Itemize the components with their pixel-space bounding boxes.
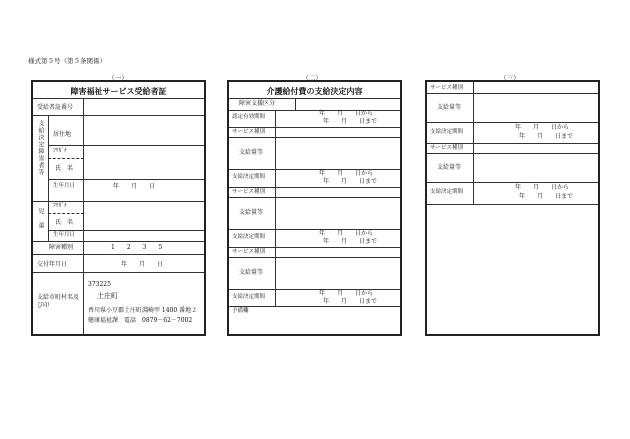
decision-to-1: 年 月 日まで	[519, 133, 574, 140]
decision-period-label-2: 支給決定期間	[430, 189, 464, 195]
amount-label-1: 支給量等	[239, 149, 264, 156]
decision-to-2: 年 月 日まで	[323, 238, 378, 245]
decision-from-1: 年 月 日から	[515, 124, 570, 131]
support-level-label: 障害支援区分	[239, 100, 276, 107]
municipality-name: 土庄町	[97, 292, 118, 300]
municipality-address: 香川県小豆郡土庄町淵崎甲 1400 番地２	[88, 307, 198, 314]
amount-label-2: 支給量等	[239, 209, 264, 216]
decision-period-label-3: 支給決定期間	[232, 294, 266, 300]
decision-to-3: 年 月 日まで	[323, 298, 378, 305]
decision-period-label-2: 支給決定期間	[232, 234, 266, 240]
decision-to-1: 年 月 日まで	[323, 178, 378, 185]
decision-from-2: 年 月 日から	[515, 184, 570, 191]
recipient-number-label: 受給者証番号	[37, 104, 74, 111]
decision-from-2: 年 月 日から	[319, 230, 374, 237]
service-type-label-1: サービス種別	[430, 85, 464, 91]
panel-number-2: （二）	[302, 74, 322, 82]
decision-to-2: 年 月 日まで	[519, 193, 574, 200]
form-number: 様式第５号（第５条関係）	[28, 57, 106, 65]
group-label-recipient: 支給決定障害者等	[37, 120, 44, 176]
child-dob-label: 生年月日	[53, 232, 76, 238]
service-type-label-2: サービス種別	[430, 145, 464, 151]
decision-from-3: 年 月 日から	[319, 290, 374, 297]
panel-number-1: （一）	[108, 74, 128, 82]
dob-label: 生年月日	[53, 183, 76, 189]
service-type-label-2: サービス種別	[232, 189, 266, 195]
validity-to: 年 月 日まで	[323, 118, 378, 125]
dob-value: 年 月 日	[113, 183, 156, 190]
furigana-label: ﾌﾘｶﾞﾅ	[53, 148, 67, 154]
group-label-child: 児 童	[37, 208, 44, 229]
recipient-card	[31, 80, 206, 336]
address-label: 居住地	[53, 131, 72, 138]
card-title: 介護給付費の支給決定内容	[266, 86, 363, 96]
amount-label-2: 支給量等	[437, 164, 462, 171]
issue-date-label: 交付年月日	[37, 261, 68, 268]
amount-label-1: 支給量等	[437, 104, 462, 111]
disability-type-label: 障害種別	[49, 244, 74, 251]
panel-number-3: （三）	[500, 74, 520, 82]
notes-label: 予備欄	[232, 308, 249, 314]
validity-label: 認定有効期間	[232, 114, 266, 120]
municipality-department: 健康福祉課 電話 0879－62－7002	[88, 317, 193, 324]
decision-period-label-1: 支給決定期間	[232, 174, 266, 180]
benefit-decision-card	[227, 80, 402, 336]
municipality-code: 373225	[88, 281, 111, 288]
amount-label-3: 支給量等	[239, 269, 264, 276]
name-label: 氏 名	[55, 165, 74, 172]
child-name-label: 氏 名	[55, 219, 74, 226]
benefit-decision-card-continued	[425, 80, 600, 336]
service-type-label-1: サービス種別	[232, 129, 266, 135]
disability-type-values: 1 2 3 5	[111, 244, 163, 251]
validity-from: 年 月 日から	[319, 110, 374, 117]
decision-from-1: 年 月 日から	[319, 170, 374, 177]
issue-date-value: 年 月 日	[121, 261, 164, 268]
service-type-label-3: サービス種別	[232, 249, 266, 255]
child-furigana-label: ﾌﾘｶﾞﾅ	[53, 203, 67, 209]
card-title: 障害福祉サービス受給者証	[70, 86, 167, 96]
municipality-label: 支給市町村名及び印	[37, 294, 80, 310]
decision-period-label-1: 支給決定期間	[430, 129, 464, 135]
